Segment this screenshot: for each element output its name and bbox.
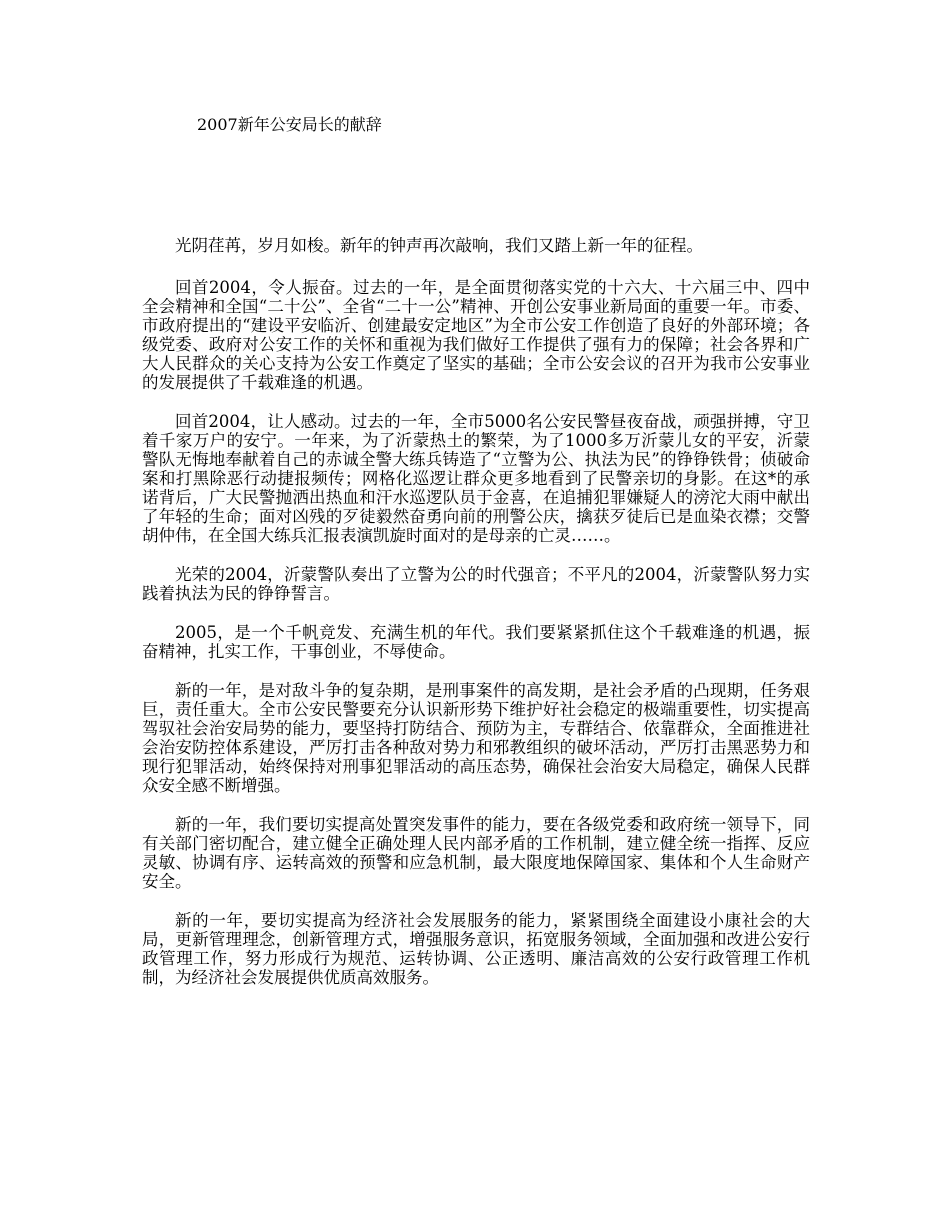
paragraph: 回首2004，令人振奋。过去的一年，是全面贯彻落实党的十六大、十六届三中、四中全会精神和全国“二十公”、全省“二十一公”精神、开创公安事业新局面的重要一年。市委、市政府提出的“建设平安临沂、创建最安定地区”为全市公安工作创造了良好的外部环境；各级党委、政府对公安工作的关怀和重视为我们做好工作提供了强有力的保障；社会各界和广大人民群众的关心支持为公安工作奠定了坚实的基础；全市公安会议的召开为我市公安事业的发展提供了千载难逢的机遇。 [142,278,810,392]
paragraph: 光阴荏苒，岁月如梭。新年的钟声再次敲响，我们又踏上新一年的征程。 [175,236,703,255]
paragraph: 新的一年，要切实提高为经济社会发展服务的能力，紧紧围绕全面建设小康社会的大局，更新管理理念，创新管理方式，增强服务意识，拓宽服务领域，全面加强和改进公安行政管理工作，努力形成行为规范、运转协调、公正透明、廉洁高效的公安行政管理工作机制，为经济社会发展提供优质高效服务。 [142,911,810,987]
paragraph: 回首2004，让人感动。过去的一年，全市5000名公安民警昼夜奋战，顽强拼搏，守卫着千家万户的安宁。一年来，为了沂蒙热土的繁荣，为了1000多万沂蒙儿女的平安，沂蒙警队无悔地奉献着自己的赤诚全警大练兵铸造了“立警为公、执法为民”的铮铮铁骨；侦破命案和打黑除恶行动捷报频传；网格化巡逻让群众更多地看到了民警亲切的身影。在这*的承诺背后，广大民警抛洒出热血和汗水巡逻队员于金喜，在追捕犯罪嫌疑人的滂沱大雨中献出了年轻的生命；面对凶残的歹徒毅然奋勇向前的刑警公庆，擒获歹徒后已是血染衣襟；交警胡仲伟，在全国大练兵汇报表演凯旋时面对的是母亲的亡灵……。 [142,412,810,545]
paragraph: 新的一年，是对敌斗争的复杂期，是刑事案件的高发期，是社会矛盾的凸现期，任务艰巨，责任重大。全市公安民警要充分认识新形势下维护好社会稳定的极端重要性，切实提高驾驭社会治安局势的能力，要坚持打防结合、预防为主，专群结合、依靠群众，全面推进社会治安防控体系建设，严厉打击各种敌对势力和邪教组织的破坏活动，严厉打击黑恶势力和现行犯罪活动，始终保持对刑事犯罪活动的高压态势，确保社会治安大局稳定，确保人民群众安全感不断增强。 [142,681,810,795]
paragraph: 新的一年，我们要切实提高处置突发事件的能力，要在各级党委和政府统一领导下，同有关部门密切配合，建立健全正确处理人民内部矛盾的工作机制，建立健全统一指挥、反应灵敏、协调有序、运转高效的预警和应急机制，最大限度地保障国家、集体和个人生命财产安全。 [142,815,810,891]
paragraph: 2005，是一个千帆竞发、充满生机的年代。我们要紧紧抓住这个千载难逢的机遇，振奋精神，扎实工作，干事创业，不辱使命。 [142,623,810,661]
document-body [142,236,810,1007]
document-title: 2007新年公安局长的献辞 [197,115,382,134]
paragraph: 光荣的2004，沂蒙警队奏出了立警为公的时代强音；不平凡的2004，沂蒙警队努力实践着执法为民的铮铮誓言。 [142,565,810,603]
